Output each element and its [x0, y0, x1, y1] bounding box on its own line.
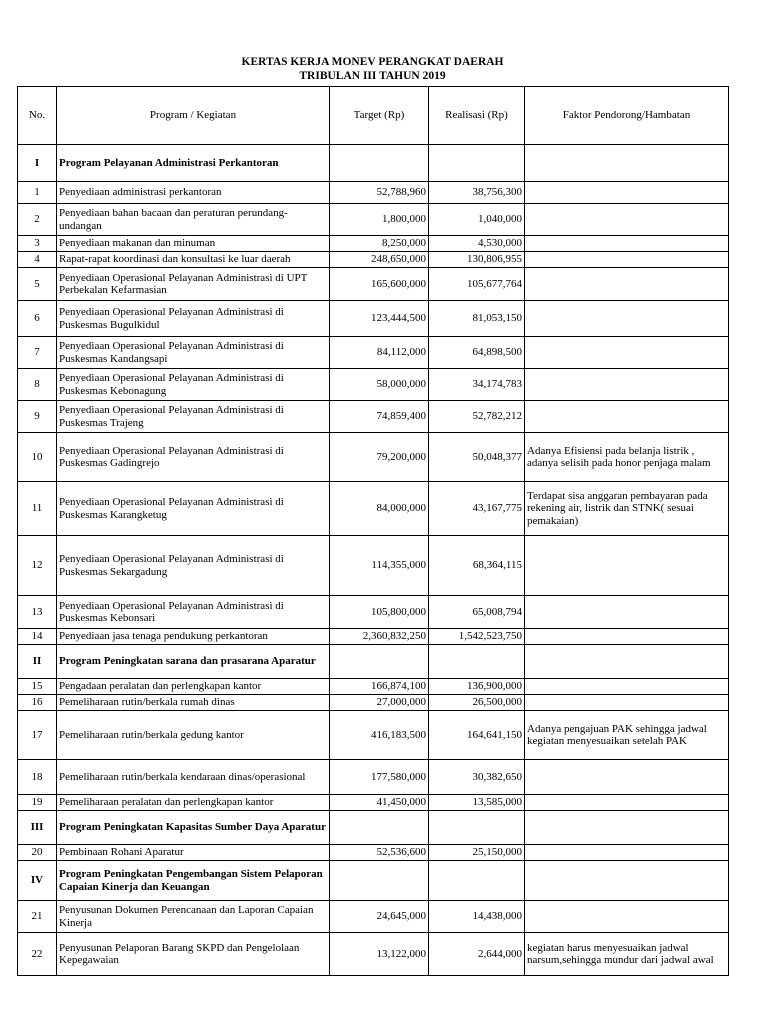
- header-no: No.: [18, 87, 57, 145]
- row-faktor: [525, 845, 729, 861]
- row-faktor: [525, 204, 729, 236]
- row-realisasi: 130,806,955: [429, 252, 525, 268]
- row-program: Penyusunan Pelaporan Barang SKPD dan Pengelolaan Kepegawaian: [57, 933, 330, 976]
- row-number: III: [18, 811, 57, 845]
- row-program: Penyediaan Operasional Pelayanan Administrasi di UPT Perbekalan Kefarmasian: [57, 268, 330, 301]
- header-program: Program / Kegiatan: [57, 87, 330, 145]
- row-number: 16: [18, 695, 57, 711]
- row-program: Penyediaan administrasi perkantoran: [57, 182, 330, 204]
- table-row: [18, 482, 729, 536]
- row-number: 4: [18, 252, 57, 268]
- row-realisasi: 105,677,764: [429, 268, 525, 301]
- row-realisasi: 68,364,115: [429, 536, 525, 596]
- row-faktor: [525, 861, 729, 901]
- row-program: Penyediaan Operasional Pelayanan Administrasi di Puskesmas Bugulkidul: [57, 301, 330, 337]
- row-program: Program Peningkatan Kapasitas Sumber Daya Aparatur: [57, 811, 330, 845]
- row-target: [330, 811, 429, 845]
- row-target: 58,000,000: [330, 369, 429, 401]
- row-realisasi: [429, 811, 525, 845]
- row-realisasi: [429, 861, 525, 901]
- row-number: II: [18, 645, 57, 679]
- row-target: 248,650,000: [330, 252, 429, 268]
- row-realisasi: 26,500,000: [429, 695, 525, 711]
- row-faktor: [525, 679, 729, 695]
- row-number: 22: [18, 933, 57, 976]
- row-program: Penyediaan makanan dan minuman: [57, 236, 330, 252]
- row-faktor: [525, 695, 729, 711]
- row-program: Penyediaan Operasional Pelayanan Administrasi di Puskesmas Karangketug: [57, 482, 330, 536]
- row-faktor: kegiatan harus menyesuaikan jadwal narsum,sehingga mundur dari jadwal awal: [525, 933, 729, 976]
- row-faktor: [525, 645, 729, 679]
- row-realisasi: 4,530,000: [429, 236, 525, 252]
- row-realisasi: 14,438,000: [429, 901, 525, 933]
- table-row: [18, 337, 729, 369]
- row-number: 17: [18, 711, 57, 760]
- row-realisasi: 52,782,212: [429, 401, 525, 433]
- row-number: 13: [18, 596, 57, 629]
- row-realisasi: 1,542,523,750: [429, 629, 525, 645]
- table-row: [18, 252, 729, 268]
- row-program: Pemeliharaan rutin/berkala gedung kantor: [57, 711, 330, 760]
- section-row: [18, 145, 729, 182]
- table-row: [18, 679, 729, 695]
- row-number: 14: [18, 629, 57, 645]
- row-faktor: [525, 760, 729, 795]
- row-realisasi: 25,150,000: [429, 845, 525, 861]
- table-row: [18, 795, 729, 811]
- row-target: 84,112,000: [330, 337, 429, 369]
- table-row: [18, 268, 729, 301]
- row-target: [330, 645, 429, 679]
- row-faktor: Adanya pengajuan PAK sehingga jadwal kegiatan menyesuaikan setelah PAK: [525, 711, 729, 760]
- row-target: 74,859,400: [330, 401, 429, 433]
- row-faktor: [525, 901, 729, 933]
- row-target: 105,800,000: [330, 596, 429, 629]
- row-number: 15: [18, 679, 57, 695]
- table-row: [18, 182, 729, 204]
- row-faktor: [525, 145, 729, 182]
- table-row: [18, 369, 729, 401]
- row-target: 24,645,000: [330, 901, 429, 933]
- table-row: [18, 629, 729, 645]
- row-program: Program Pelayanan Administrasi Perkantoran: [57, 145, 330, 182]
- row-faktor: [525, 369, 729, 401]
- row-realisasi: 34,174,783: [429, 369, 525, 401]
- table-row: [18, 401, 729, 433]
- row-target: 8,250,000: [330, 236, 429, 252]
- section-row: [18, 645, 729, 679]
- row-faktor: [525, 268, 729, 301]
- section-row: [18, 861, 729, 901]
- row-program: Pemeliharaan rutin/berkala kendaraan dinas/operasional: [57, 760, 330, 795]
- row-target: 165,600,000: [330, 268, 429, 301]
- row-target: 41,450,000: [330, 795, 429, 811]
- row-faktor: [525, 401, 729, 433]
- table-row: [18, 901, 729, 933]
- row-number: I: [18, 145, 57, 182]
- row-faktor: Terdapat sisa anggaran pembayaran pada rekening air, listrik dan STNK( sesuai pemakaian): [525, 482, 729, 536]
- row-program: Pemeliharaan peralatan dan perlengkapan kantor: [57, 795, 330, 811]
- row-program: Rapat-rapat koordinasi dan konsultasi ke luar daerah: [57, 252, 330, 268]
- row-number: 9: [18, 401, 57, 433]
- header-target: Target (Rp): [330, 87, 429, 145]
- row-realisasi: 13,585,000: [429, 795, 525, 811]
- row-number: 19: [18, 795, 57, 811]
- row-number: 18: [18, 760, 57, 795]
- row-number: 21: [18, 901, 57, 933]
- row-faktor: [525, 252, 729, 268]
- row-number: 2: [18, 204, 57, 236]
- row-program: Program Peningkatan Pengembangan Sistem Pelaporan Capaian Kinerja dan Keuangan: [57, 861, 330, 901]
- row-program: Penyediaan jasa tenaga pendukung perkantoran: [57, 629, 330, 645]
- row-program: Penyediaan Operasional Pelayanan Administrasi di Puskesmas Kandangsapi: [57, 337, 330, 369]
- row-realisasi: [429, 645, 525, 679]
- row-target: 177,580,000: [330, 760, 429, 795]
- row-realisasi: 65,008,794: [429, 596, 525, 629]
- header-realisasi: Realisasi (Rp): [429, 87, 525, 145]
- header-faktor: Faktor Pendorong/Hambatan: [525, 87, 729, 145]
- row-number: 7: [18, 337, 57, 369]
- row-target: 79,200,000: [330, 433, 429, 482]
- row-target: 27,000,000: [330, 695, 429, 711]
- document-title: KERTAS KERJA MONEV PERANGKAT DAERAH: [241, 56, 504, 68]
- row-faktor: [525, 629, 729, 645]
- row-program: Penyediaan Operasional Pelayanan Administrasi di Puskesmas Kebonagung: [57, 369, 330, 401]
- row-program: Pemeliharaan rutin/berkala rumah dinas: [57, 695, 330, 711]
- row-target: 52,788,960: [330, 182, 429, 204]
- table-row: [18, 236, 729, 252]
- table-row: [18, 204, 729, 236]
- row-target: 52,536,600: [330, 845, 429, 861]
- row-realisasi: 38,756,300: [429, 182, 525, 204]
- row-target: 166,874,100: [330, 679, 429, 695]
- row-realisasi: 2,644,000: [429, 933, 525, 976]
- table-body: [18, 145, 729, 976]
- table-row: [18, 301, 729, 337]
- row-number: 10: [18, 433, 57, 482]
- row-target: 2,360,832,250: [330, 629, 429, 645]
- row-faktor: [525, 236, 729, 252]
- row-realisasi: [429, 145, 525, 182]
- row-number: IV: [18, 861, 57, 901]
- row-target: 123,444,500: [330, 301, 429, 337]
- row-number: 11: [18, 482, 57, 536]
- row-faktor: [525, 182, 729, 204]
- row-faktor: [525, 596, 729, 629]
- row-realisasi: 43,167,775: [429, 482, 525, 536]
- row-realisasi: 81,053,150: [429, 301, 525, 337]
- row-number: 1: [18, 182, 57, 204]
- row-realisasi: 30,382,650: [429, 760, 525, 795]
- row-target: 416,183,500: [330, 711, 429, 760]
- row-number: 12: [18, 536, 57, 596]
- row-target: 84,000,000: [330, 482, 429, 536]
- row-realisasi: 64,898,500: [429, 337, 525, 369]
- table-header-row: [18, 87, 729, 145]
- row-program: Penyediaan Operasional Pelayanan Administrasi di Puskesmas Kebonsari: [57, 596, 330, 629]
- row-faktor: Adanya Efisiensi pada belanja listrik , adanya selisih pada honor penjaga malam: [525, 433, 729, 482]
- row-program: Penyediaan bahan bacaan dan peraturan perundang-undangan: [57, 204, 330, 236]
- row-realisasi: 50,048,377: [429, 433, 525, 482]
- row-number: 6: [18, 301, 57, 337]
- row-number: 5: [18, 268, 57, 301]
- table-row: [18, 711, 729, 760]
- section-row: [18, 811, 729, 845]
- table-row: [18, 695, 729, 711]
- row-faktor: [525, 811, 729, 845]
- row-program: Pembinaan Rohani Aparatur: [57, 845, 330, 861]
- row-realisasi: 1,040,000: [429, 204, 525, 236]
- table-row: [18, 760, 729, 795]
- row-target: 13,122,000: [330, 933, 429, 976]
- row-realisasi: 136,900,000: [429, 679, 525, 695]
- row-program: Penyediaan Operasional Pelayanan Administrasi di Puskesmas Trajeng: [57, 401, 330, 433]
- row-target: [330, 145, 429, 182]
- monev-table: [17, 86, 729, 976]
- row-program: Penyediaan Operasional Pelayanan Administrasi di Puskesmas Sekargadung: [57, 536, 330, 596]
- row-number: 20: [18, 845, 57, 861]
- row-number: 3: [18, 236, 57, 252]
- row-program: Pengadaan peralatan dan perlengkapan kantor: [57, 679, 330, 695]
- row-target: 1,800,000: [330, 204, 429, 236]
- row-faktor: [525, 795, 729, 811]
- row-faktor: [525, 337, 729, 369]
- row-target: [330, 861, 429, 901]
- row-faktor: [525, 536, 729, 596]
- row-target: 114,355,000: [330, 536, 429, 596]
- row-program: Penyediaan Operasional Pelayanan Administrasi di Puskesmas Gadingrejo: [57, 433, 330, 482]
- row-faktor: [525, 301, 729, 337]
- row-program: Penyusunan Dokumen Perencanaan dan Laporan Capaian Kinerja: [57, 901, 330, 933]
- table-row: [18, 933, 729, 976]
- row-program: Program Peningkatan sarana dan prasarana Aparatur: [57, 645, 330, 679]
- document-subtitle: TRIBULAN III TAHUN 2019: [299, 70, 446, 82]
- table-row: [18, 433, 729, 482]
- table-row: [18, 596, 729, 629]
- table-row: [18, 536, 729, 596]
- row-number: 8: [18, 369, 57, 401]
- table-row: [18, 845, 729, 861]
- row-realisasi: 164,641,150: [429, 711, 525, 760]
